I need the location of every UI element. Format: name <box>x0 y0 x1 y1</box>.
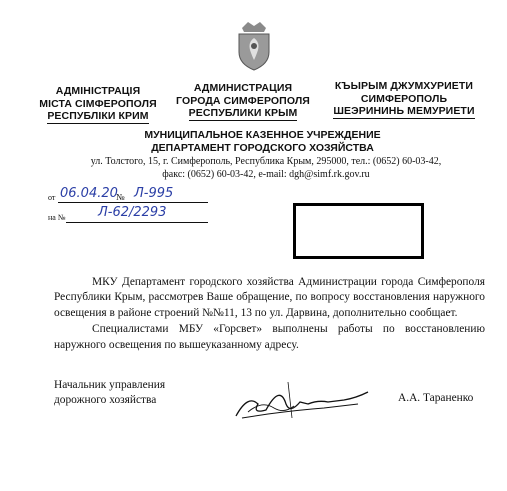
header-right-line: КЪЫРЫМ ДЖУМХУРИЕТИ <box>334 80 474 92</box>
header-center-block <box>172 82 314 121</box>
coat-of-arms-emblem <box>234 20 274 72</box>
header-center-line: АДМИНИСТРАЦИЯ <box>193 82 293 94</box>
outgoing-number: Л-995 <box>134 186 174 201</box>
from-label: от <box>48 193 56 202</box>
reference-number: Л-62/2293 <box>98 205 167 220</box>
outgoing-date: 06.04.20 <box>60 186 118 201</box>
outgoing-underline <box>58 202 208 203</box>
signer-name: А.А. Тараненко <box>398 392 474 404</box>
handwritten-signature <box>228 374 378 424</box>
redacted-addressee-box <box>293 203 424 259</box>
header-left-block <box>32 85 164 124</box>
org-title <box>80 129 445 154</box>
ref-underline <box>66 222 208 223</box>
org-address <box>56 155 476 181</box>
signer-position-line2: дорожного хозяйства <box>54 394 157 406</box>
header-right-line: СИМФЕРОПОЛЬ <box>360 92 448 105</box>
ref-label: на № <box>48 213 66 222</box>
letter-body <box>54 275 485 353</box>
header-left-line: АДМІНІСТРАЦІЯ <box>55 85 141 97</box>
org-address-line1: ул. Толстого, 15, г. Симферополь, Республика Крым, 295000, тел.: (0652) 60-03-42, <box>90 156 442 167</box>
header-right-line: ШЕЭРИНИНЬ МЕМУРИЕТИ <box>333 105 475 117</box>
signer-position-line1: Начальник управления <box>54 379 166 391</box>
header-right-block <box>330 80 478 119</box>
org-title-line2: ДЕПАРТАМЕНТ ГОРОДСКОГО ХОЗЯЙСТВА <box>151 141 374 154</box>
signer-position <box>54 378 165 408</box>
number-label: № <box>116 192 125 202</box>
header-left-line: РЕСПУБЛІКИ КРИМ <box>47 110 149 122</box>
header-center-line: ГОРОДА СИМФЕРОПОЛЯ <box>176 94 310 107</box>
body-paragraph: МКУ Департамент городского хозяйства Администрации города Симферополя Республики Крым, рассмотрев Ваше обращение, по вопросу восстановления наружного освещения в районе строений №№11, 13 по ул. Дарвина, дополнительно сообщает. <box>54 276 485 319</box>
header-left-line: МІСТА СІМФЕРОПОЛЯ <box>39 97 157 110</box>
registration-block <box>48 186 228 226</box>
org-title-line1: МУНИЦИПАЛЬНОЕ КАЗЕННОЕ УЧРЕЖДЕНИЕ <box>144 129 381 141</box>
body-paragraph: Специалистами МБУ «Горсвет» выполнены работы по восстановлению наружного освещения по вышеуказанному адресу. <box>54 323 485 351</box>
org-address-line2: факс: (0652) 60-03-42, e-mail: dgh@simf.rk.gov.ru <box>162 169 370 180</box>
header-center-line: РЕСПУБЛИКИ КРЫМ <box>188 107 298 119</box>
